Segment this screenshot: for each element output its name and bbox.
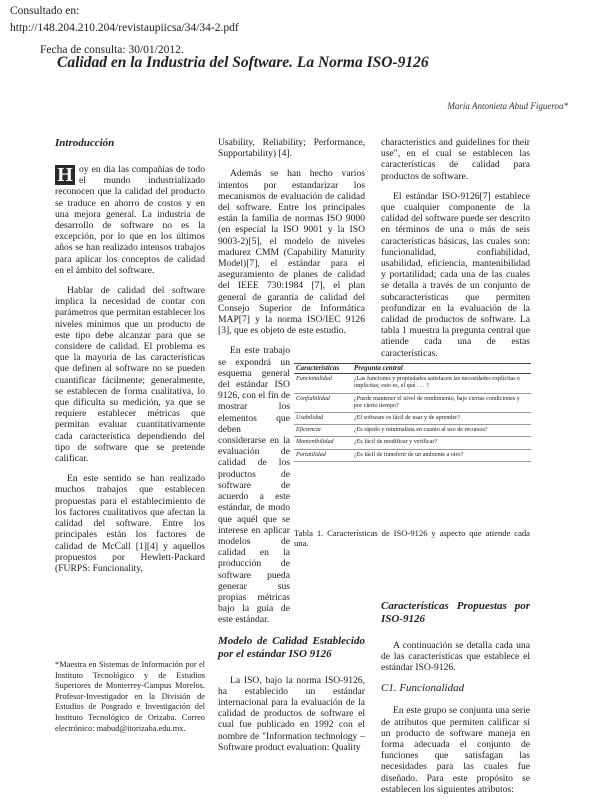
table-cell-question: ¿Las funciones y propiedades satisfacen las necesidades explícitas e implícitas; esto es, el qué . . . ? bbox=[352, 374, 531, 393]
table-cell-question: ¿Es fácil de transferir de un ambiente a otro? bbox=[352, 449, 531, 461]
table-cell-characteristic: Confiabilidad bbox=[294, 393, 352, 412]
intro-paragraph-2: Hablar de calidad del software implica la necesidad de contar con parámetros que permitan establecer los niveles mínimos que un producto de este tipo debe alcanzar para que se considere de calidad. El problema es que la mayoría de las características que definen al software no se pueden cuantificar fácilmente; generalmente, se establecen de forma cualitativa, lo que dificulta su medición, ya que se requiere establecer métricas que permitan evaluar cuantitativamente cada característica dependiendo del tipo de software que se pretende calificar. bbox=[55, 285, 205, 465]
table-cell-question: ¿Es fácil de modificar y verificar? bbox=[352, 437, 531, 449]
query-date: Fecha de consulta: 30/01/2012. bbox=[40, 44, 184, 56]
consulted-label: Consultado en: bbox=[10, 5, 80, 17]
table-header-cell: Características bbox=[294, 364, 352, 374]
article-author: María Antonieta Abud Figueroa* bbox=[447, 101, 568, 111]
model-heading: Modelo de Calidad Establecido por el estándar ISO 9126 bbox=[218, 634, 365, 660]
intro-heading: Introducción bbox=[55, 137, 115, 149]
table-cell-characteristic: Eficiencia bbox=[294, 425, 352, 437]
table-cell-characteristic: Mantenibilidad bbox=[294, 437, 352, 449]
column-right bbox=[381, 137, 530, 804]
functionality-subheading: C1. Funcionalidad bbox=[381, 682, 465, 695]
drop-cap: H bbox=[55, 165, 75, 185]
table-cell-question: ¿Es rápido y minimalista en cuanto al uso de recursos? bbox=[352, 425, 531, 437]
table-caption: Tabla 1. Características de ISO-9126 y aspecto que atiende cada una. bbox=[294, 528, 530, 548]
table-cell-characteristic: Funcionalidad bbox=[294, 374, 352, 393]
table-header-cell: Pregunta central bbox=[352, 364, 531, 374]
article-title: Calidad en la Industria del Software. La Norma ISO-9126 bbox=[57, 54, 429, 71]
middle-paragraph-3: En este trabajo se expondrá un esquema general del estándar ISO 9126, con el fin de mostrar los elementos que deben considerarse en la evaluación de calidad de los productos de software de acuerdo a este estándar, de modo que aquél que se interese en aplicar modelos de calidad en la producción de software pueda generar sus propias métricas bajo la guía de este estándar. bbox=[218, 345, 290, 626]
right-paragraph-4: En este grupo se conjunta una serie de atributos que permiten calificar si un producto de software maneja en forma adecuada el conjunto de funciones que satisfagan las necesidades para las cuales fue diseñado. Para este propósito se establecen los siguientes atributos: bbox=[381, 705, 530, 795]
column-left bbox=[55, 137, 205, 583]
source-url[interactable]: http://148.204.210.204/revistaupiicsa/34/34-2.pdf bbox=[10, 22, 239, 34]
intro-paragraph-3: En este sentido se han realizado muchos trabajos que establecen propuestas para el establecimiento de los factores cualitativos que afectan la calidad del software. Entre los principales están los factores de calidad de McCall [1][4] y aquellos propuestos por Hewlett-Packard (FURPS: Funcionality, bbox=[55, 473, 205, 574]
table-cell-characteristic: Portatilidad bbox=[294, 449, 352, 461]
table-cell-question: ¿Puede mantener el nivel de rendimiento, bajo ciertas condiciones y por cierto tiempo? bbox=[352, 393, 531, 412]
middle-paragraph-2: Además se han hecho varios intentos por estandarizar los mecanismos de evaluación de calidad del software. Entre los principales están la familia de normas ISO 9000 (en especial la ISO 9001 y la ISO 9003-2)[5], el modelo de niveles madurez CMM (Capability Maturity Model)[7], el estándar para el aseguramiento de planes de calidad del IEEE 730:1984 [7], el plan general de garantía de calidad del Consejo Superior de Informática MAP[7] y la norma ISO/IEC 9126 [3], que es objeto de este estudio. bbox=[218, 168, 365, 337]
right-paragraph-1: characteristics and guidelines for their use", en el cual se establecen las características de calidad para productos de software. bbox=[381, 137, 530, 182]
right-paragraph-2: El estándar ISO-9126[7] establece que cualquier componente de la calidad del software puede ser descrito en términos de una o más de seis características básicas, las cuales son: funcionalidad, confiabilidad, usabilidad, eficiencia, mantenibilidad y portatilidad; cada una de las cuales se detalla a través de un conjunto de subcaracterísticas que permiten profundizar en la evaluación de la calidad de productos de software. La tabla 1 muestra la pregunta central que atiende cada una de estas características. bbox=[381, 190, 530, 359]
middle-paragraph-1: Usability, Reliability; Performance, Supportability) [4]. bbox=[218, 137, 365, 160]
intro-paragraph-1 bbox=[55, 164, 205, 276]
author-footnote: *Maestra en Sistemas de Información por el Instituto Tecnológico y de Estudios Superiores de Monterrey-Campus Morelos. Profesor-Investigador en la División de Estudios de Posgrado e Investigación del Instituto Tecnológico de Orizaba. Correo electrónico: mabud@itorizaba.edu.mx. bbox=[55, 660, 205, 733]
middle-paragraph-4: La ISO, bajo la norma ISO-9126, ha establecido un estándar internacional para la evaluación de la calidad de productos de software el cual fue publicado en 1992 con el nombre de "Information technology –Software product evaluation: Quality bbox=[218, 674, 365, 753]
table-cell-question: ¿El software es fácil de usar y de aprender? bbox=[352, 413, 531, 425]
intro-paragraph-1-text: oy en día las compañías de todo el mundo industrializado reconocen que la calidad del producto se traduce en ahorro de costos y en una mejora general. La industria de desarrollo de software no es la excepción, por lo que en los últimos años se han realizado intensos trabajos para aplicar los conceptos de calidad en el ámbito del software. bbox=[55, 164, 205, 276]
table-spacer bbox=[381, 368, 530, 600]
characteristics-heading: Características Propuestas por ISO-9126 bbox=[381, 599, 530, 625]
table-cell-characteristic: Usabilidad bbox=[294, 413, 352, 425]
right-paragraph-3: A continuación se detalla cada una de las características que establece el estándar ISO-9126. bbox=[381, 639, 530, 674]
